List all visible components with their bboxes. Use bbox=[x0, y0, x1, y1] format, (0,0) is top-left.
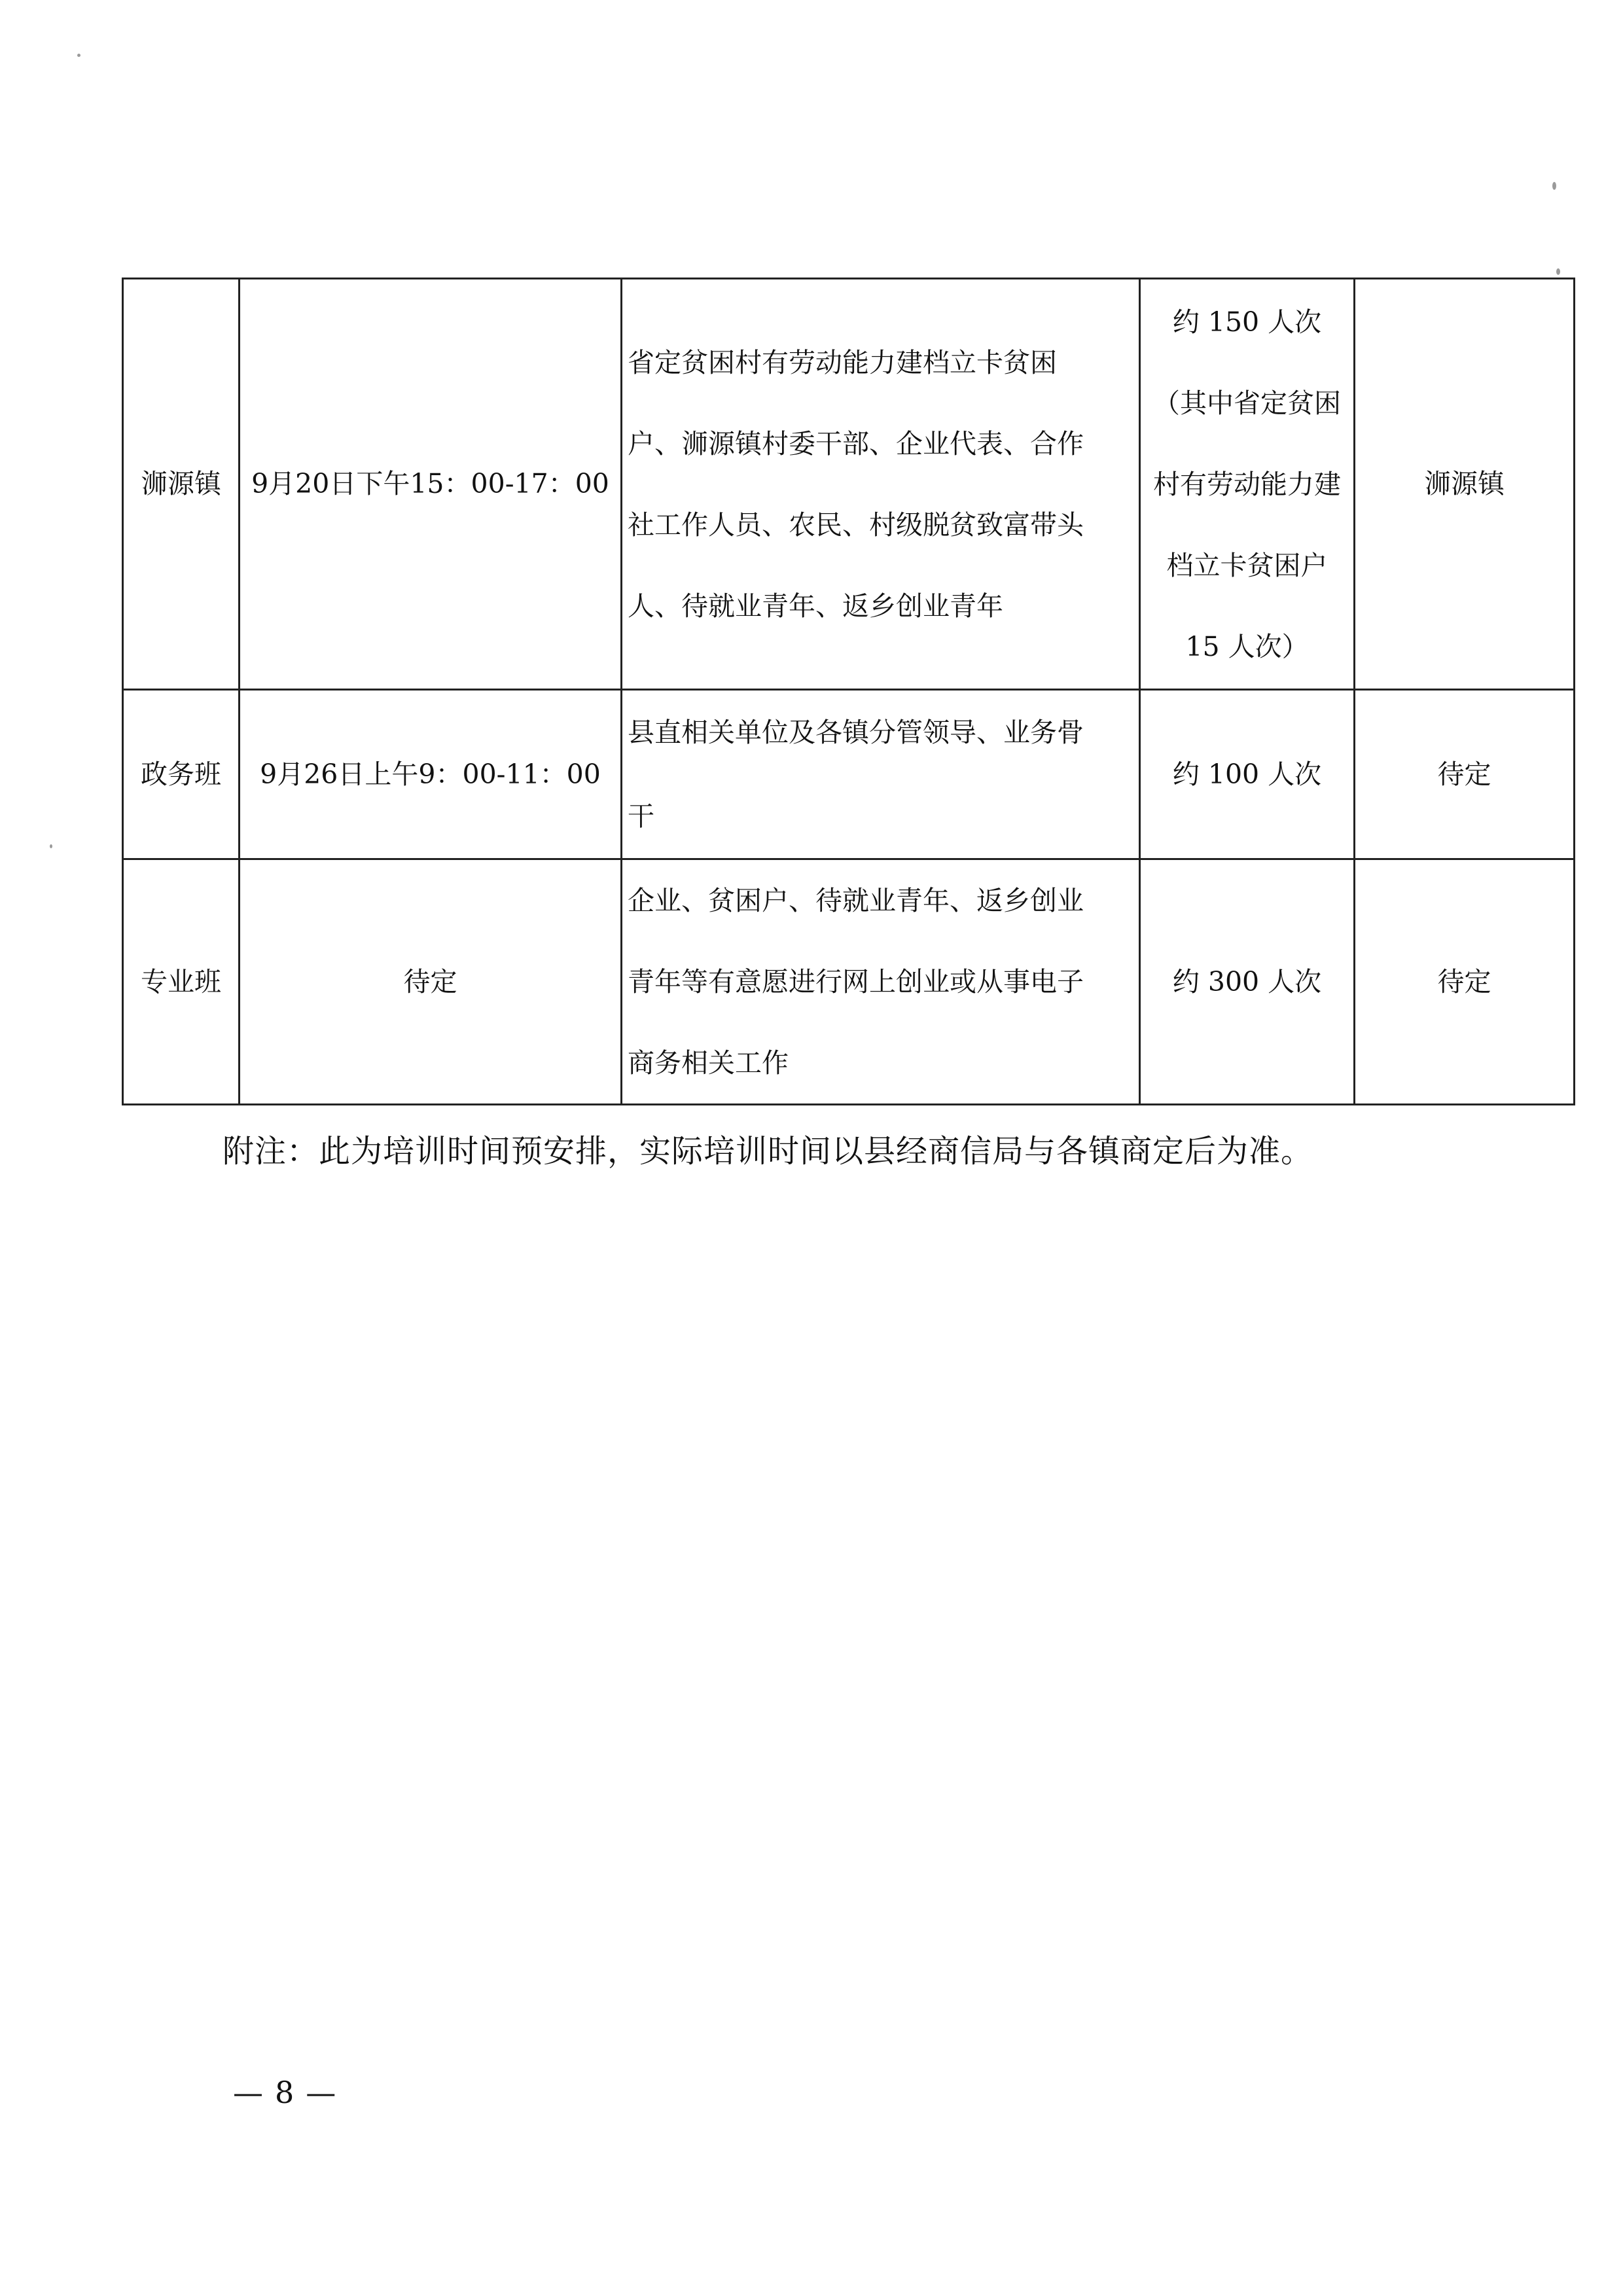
count-line: 约 150 人次 bbox=[1172, 306, 1322, 338]
footnote: 附注：此为培训时间预安排，实际培训时间以县经商信局与各镇商定后为准。 bbox=[223, 1133, 1313, 1170]
participants-line: 人、待就业青年、返乡创业青年 bbox=[628, 590, 1003, 622]
page-number bbox=[221, 2075, 348, 2110]
count-line: 15 人次） bbox=[1185, 630, 1309, 662]
participants-line: 青年等有意愿进行网上创业或从事电子 bbox=[628, 966, 1084, 997]
location-cell: 待定 bbox=[1355, 690, 1575, 859]
table-row bbox=[123, 690, 1575, 859]
participants-line: 户、浉源镇村委干部、企业代表、合作 bbox=[628, 427, 1084, 459]
scan-speck bbox=[50, 844, 52, 848]
participants-cell bbox=[622, 690, 1140, 859]
scan-speck bbox=[1556, 268, 1560, 275]
table-row bbox=[123, 279, 1575, 690]
count-line: 档立卡贫困户 bbox=[1166, 549, 1328, 581]
time-cell: 待定 bbox=[240, 859, 622, 1105]
scan-speck bbox=[77, 54, 80, 57]
participants-line: 干 bbox=[628, 800, 654, 832]
location-cell: 待定 bbox=[1355, 859, 1575, 1105]
count-cell bbox=[1140, 690, 1355, 859]
count-line: （其中省定贫困 bbox=[1153, 387, 1341, 419]
training-schedule-table bbox=[122, 278, 1575, 1105]
count-line: 村有劳动能力建 bbox=[1153, 468, 1341, 500]
count-line: 约 100 人次 bbox=[1172, 758, 1322, 790]
class-name-cell: 浉源镇 bbox=[123, 279, 240, 690]
participants-line: 县直相关单位及各镇分管领导、业务骨 bbox=[628, 717, 1084, 748]
participants-line: 企业、贫困户、待就业青年、返乡创业 bbox=[628, 885, 1084, 916]
location-cell: 浉源镇 bbox=[1355, 279, 1575, 690]
participants-cell bbox=[622, 279, 1140, 690]
count-cell bbox=[1140, 859, 1355, 1105]
time-cell: 9月20日下午15：00-17：00 bbox=[240, 279, 622, 690]
page-number-value: 8 bbox=[275, 2075, 294, 2110]
participants-cell bbox=[622, 859, 1140, 1105]
time-cell: 9月26日上午9：00-11：00 bbox=[240, 690, 622, 859]
class-name-cell: 专业班 bbox=[123, 859, 240, 1105]
count-line: 约 300 人次 bbox=[1172, 965, 1322, 997]
class-name-cell: 政务班 bbox=[123, 690, 240, 859]
scan-speck bbox=[1552, 182, 1556, 190]
participants-line: 省定贫困村有劳动能力建档立卡贫困 bbox=[628, 346, 1057, 378]
page-dash-left: — bbox=[233, 2075, 263, 2110]
participants-line: 社工作人员、农民、村级脱贫致富带头 bbox=[628, 509, 1084, 541]
page-dash-right: — bbox=[306, 2075, 336, 2110]
count-cell bbox=[1140, 279, 1355, 690]
participants-line: 商务相关工作 bbox=[628, 1047, 789, 1079]
table-row bbox=[123, 859, 1575, 1105]
